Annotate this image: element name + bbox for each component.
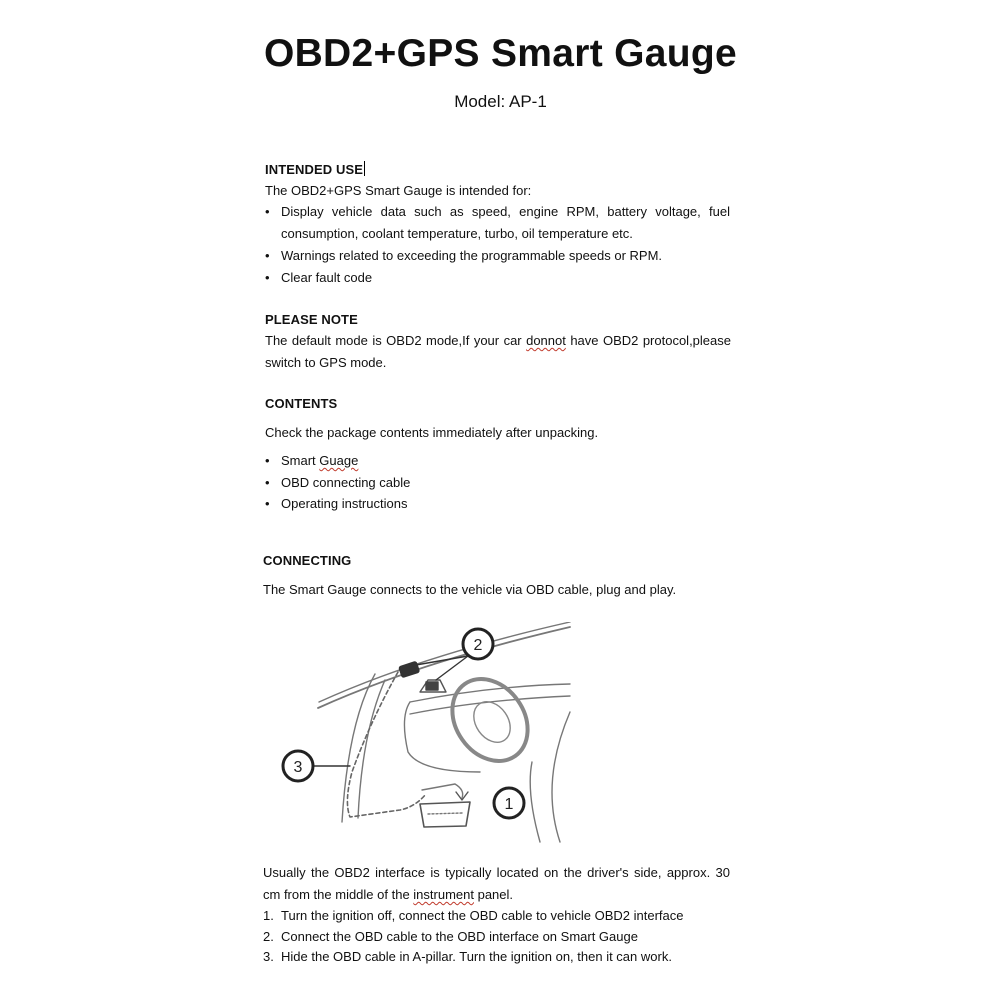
- connecting-step: [263, 927, 733, 948]
- contents-item-text: Smart: [281, 453, 320, 468]
- model-subtitle: Model: AP-1: [454, 92, 547, 111]
- console-line: [530, 762, 540, 842]
- step-text: Turn the ignition off, connect the OBD cable to vehicle OBD2 interface: [281, 908, 684, 923]
- document-title: OBD2+GPS Smart Gauge: [263, 32, 738, 75]
- spelling-flagged-word: Guage: [319, 453, 359, 468]
- obd-port-arrow: [422, 784, 463, 798]
- a-pillar-inner: [358, 680, 385, 818]
- please-note-heading: PLEASE NOTE: [265, 312, 358, 327]
- intended-use-intro: The OBD2+GPS Smart Gauge is intended for:: [265, 183, 532, 198]
- diagram-label-text: 3: [293, 759, 303, 776]
- intended-use-list: [265, 201, 730, 289]
- smart-gauge-device: [399, 661, 420, 677]
- spelling-flagged-word: instrument: [413, 887, 474, 902]
- step-text: Connect the OBD cable to the OBD interface on Smart Gauge: [281, 928, 638, 944]
- steering-wheel-hub: [466, 695, 517, 749]
- intended-use-heading-text: INTENDED USE: [265, 162, 363, 177]
- leader-line-2: [436, 656, 468, 680]
- steering-wheel: [437, 664, 543, 775]
- connecting-heading: CONNECTING: [263, 553, 352, 568]
- obd-plug-pins: [428, 813, 462, 814]
- please-note-text-part: The default mode is OBD2 mode,If your car: [265, 333, 527, 348]
- obd-location-text-part: Usually the OBD2 interface is typically located on the driver's side, approx. 30 cm from the middle of the: [263, 865, 730, 902]
- please-note-text-part: have OBD2 protocol,please switch to GPS mode.: [265, 333, 731, 370]
- diagram-label-2: [463, 629, 493, 659]
- step-number: 2.: [263, 928, 274, 944]
- step-number: 1.: [263, 908, 274, 923]
- obd-location-text-part: panel.: [473, 887, 514, 902]
- contents-item: • OBD connecting cable: [265, 472, 730, 494]
- contents-intro: Check the package contents immediately after unpacking.: [265, 425, 599, 440]
- diagram-label-text: 1: [504, 796, 514, 813]
- please-note-text: [265, 330, 731, 374]
- contents-item: • Operating instructions: [265, 493, 730, 515]
- connecting-intro: The Smart Gauge connects to the vehicle via OBD cable, plug and play.: [263, 582, 677, 597]
- intended-use-item: • Warnings related to exceeding the programmable speeds or RPM.: [265, 245, 730, 267]
- console-line: [552, 712, 570, 842]
- connecting-step: [263, 906, 733, 927]
- diagram-label-3: [283, 751, 313, 781]
- dashboard-line: [410, 696, 570, 714]
- connecting-step: [263, 947, 733, 968]
- contents-heading: CONTENTS: [265, 396, 338, 411]
- step-text: Hide the OBD cable in A-pillar. Turn the ignition on, then it can work.: [281, 949, 672, 964]
- connecting-steps: [263, 906, 733, 968]
- gauge-mount-clip: [426, 682, 438, 690]
- spelling-flagged-word: donnot: [526, 333, 566, 348]
- contents-list: [265, 450, 730, 515]
- diagram-label-text: 2: [473, 637, 483, 654]
- diagram-label-1: [494, 788, 524, 818]
- text-cursor: [364, 161, 365, 176]
- intended-use-item: • Display vehicle data such as speed, engine RPM, battery voltage, fuel consumption, coolant temperature, turbo, oil temperature etc.: [265, 201, 730, 245]
- obd-location-text: [263, 862, 730, 906]
- intended-use-heading: [265, 161, 365, 177]
- contents-item: [265, 450, 730, 472]
- obd-connection-diagram: [270, 622, 580, 847]
- intended-use-item: • Clear fault code: [265, 267, 730, 289]
- step-number: 3.: [263, 949, 274, 964]
- obd-plug: [420, 802, 470, 827]
